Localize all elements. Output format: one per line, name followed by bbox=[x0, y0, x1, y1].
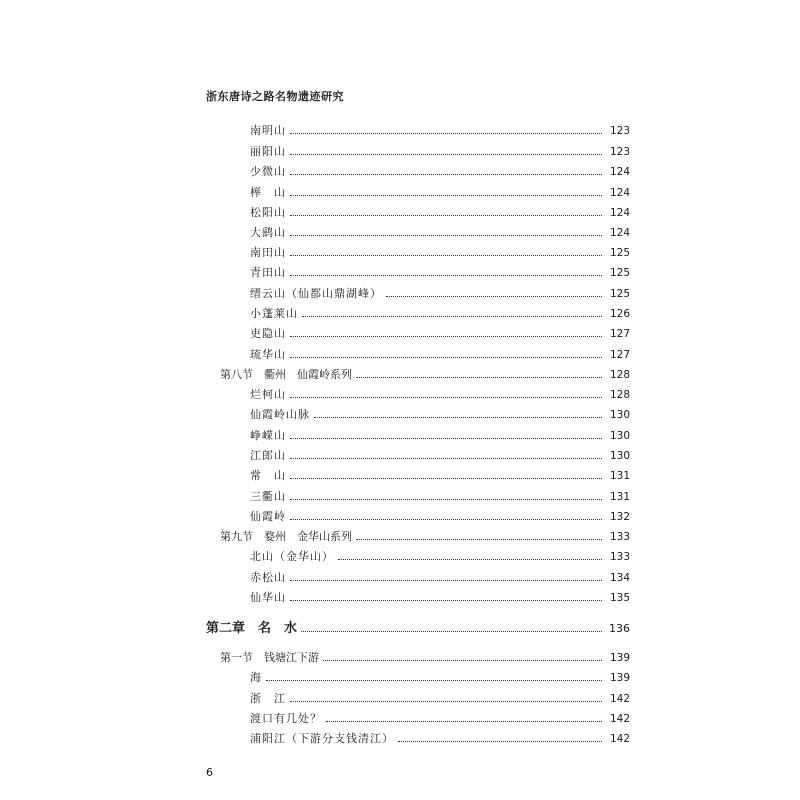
dot-leader bbox=[301, 630, 602, 632]
dot-leader bbox=[290, 477, 602, 479]
toc-page-number: 139 bbox=[609, 652, 630, 664]
toc-entry bbox=[250, 712, 630, 726]
dot-leader bbox=[356, 376, 602, 378]
toc-title: 浙 江 bbox=[250, 692, 286, 705]
toc-page-number: 127 bbox=[609, 349, 630, 361]
toc-page-number: 133 bbox=[609, 531, 630, 543]
toc-title: 第八节 衢州 仙霞岭系列 bbox=[220, 368, 352, 381]
dot-leader bbox=[290, 335, 602, 337]
toc-title: 仙霞岭山脉 bbox=[250, 408, 310, 421]
toc-title: 榉 山 bbox=[250, 186, 286, 199]
page-number: 6 bbox=[206, 766, 213, 779]
dot-leader bbox=[266, 679, 602, 681]
toc-entry bbox=[250, 186, 630, 200]
toc-title: 琉华山 bbox=[250, 348, 286, 361]
toc-entry bbox=[250, 226, 630, 240]
dot-leader bbox=[290, 194, 602, 196]
toc-page-number: 135 bbox=[609, 592, 630, 604]
dot-leader bbox=[290, 498, 602, 500]
toc-page-number: 130 bbox=[609, 450, 630, 462]
running-header: 浙东唐诗之路名物遗迹研究 bbox=[206, 90, 344, 103]
toc-page-number: 131 bbox=[609, 491, 630, 503]
toc-title: 北山（金华山） bbox=[250, 550, 334, 563]
toc-page-number: 142 bbox=[609, 713, 630, 725]
toc-title: 仙霞岭 bbox=[250, 510, 286, 523]
toc-entry bbox=[250, 307, 630, 321]
toc-title: 南明山 bbox=[250, 124, 286, 137]
toc-page-number: 124 bbox=[609, 207, 630, 219]
toc-page-number: 130 bbox=[609, 409, 630, 421]
toc-entry bbox=[250, 388, 630, 402]
toc-page-number: 142 bbox=[609, 693, 630, 705]
dot-leader bbox=[290, 356, 602, 358]
dot-leader bbox=[398, 740, 602, 742]
dot-leader bbox=[338, 558, 602, 560]
toc-page-number: 130 bbox=[609, 430, 630, 442]
toc-title: 江郎山 bbox=[250, 449, 286, 462]
toc-page-number: 133 bbox=[609, 551, 630, 563]
toc-page-number: 124 bbox=[609, 166, 630, 178]
toc-entry bbox=[250, 449, 630, 463]
toc-title: 渡口有几处？ bbox=[250, 712, 322, 725]
toc-page-number: 124 bbox=[609, 227, 630, 239]
toc-entry bbox=[250, 429, 630, 443]
toc-title: 少微山 bbox=[250, 165, 286, 178]
toc-page-number: 123 bbox=[609, 125, 630, 137]
dot-leader bbox=[326, 720, 602, 722]
toc-title: 青田山 bbox=[250, 266, 286, 279]
toc-page-number: 128 bbox=[609, 369, 630, 381]
toc-entry bbox=[250, 287, 630, 301]
dot-leader bbox=[290, 234, 602, 236]
toc-page-number: 123 bbox=[609, 146, 630, 158]
toc-title: 第二章 名 水 bbox=[206, 621, 298, 636]
dot-leader bbox=[290, 599, 602, 601]
toc-title: 小蓬莱山 bbox=[250, 307, 298, 320]
toc-entry bbox=[250, 165, 630, 179]
dot-leader bbox=[290, 173, 602, 175]
toc-page-number: 139 bbox=[609, 672, 630, 684]
dot-leader bbox=[290, 153, 602, 155]
toc-entry bbox=[250, 469, 630, 483]
toc-page-number: 134 bbox=[609, 572, 630, 584]
toc-title: 烂柯山 bbox=[250, 388, 286, 401]
toc-entry bbox=[250, 327, 630, 341]
toc-title: 吏隐山 bbox=[250, 327, 286, 340]
toc-page-number: 126 bbox=[609, 308, 630, 320]
dot-leader bbox=[290, 579, 602, 581]
toc-page-number: 131 bbox=[609, 470, 630, 482]
toc-title: 浦阳江（下游分支钱清江） bbox=[250, 732, 394, 745]
toc-title: 大鹞山 bbox=[250, 226, 286, 239]
toc-title: 赤松山 bbox=[250, 571, 286, 584]
dot-leader bbox=[323, 659, 602, 661]
toc-title: 海 bbox=[250, 671, 262, 684]
toc-title: 峥嵘山 bbox=[250, 429, 286, 442]
dot-leader bbox=[314, 416, 602, 418]
dot-leader bbox=[290, 254, 602, 256]
toc-title: 丽阳山 bbox=[250, 145, 286, 158]
toc-section bbox=[220, 368, 630, 382]
toc-entry bbox=[250, 145, 630, 159]
toc-entry bbox=[250, 124, 630, 138]
toc-page-number: 142 bbox=[609, 733, 630, 745]
toc-entry bbox=[250, 206, 630, 220]
toc-title: 南田山 bbox=[250, 246, 286, 259]
toc-title: 仙华山 bbox=[250, 591, 286, 604]
toc-title: 缙云山（仙都山鼎湖峰） bbox=[250, 287, 382, 300]
dot-leader bbox=[290, 132, 602, 134]
toc-entry bbox=[250, 671, 630, 685]
toc-entry bbox=[250, 550, 630, 564]
dot-leader bbox=[290, 700, 602, 702]
toc-page-number: 125 bbox=[609, 288, 630, 300]
toc-page-number: 125 bbox=[609, 247, 630, 259]
toc-entry bbox=[250, 266, 630, 280]
dot-leader bbox=[290, 396, 602, 398]
dot-leader bbox=[302, 315, 602, 317]
toc-page-number: 124 bbox=[609, 187, 630, 199]
toc-entry bbox=[250, 490, 630, 504]
toc-entry bbox=[250, 408, 630, 422]
dot-leader bbox=[290, 274, 602, 276]
toc-page-number: 128 bbox=[609, 389, 630, 401]
toc-entry bbox=[250, 732, 630, 746]
toc-page-number: 125 bbox=[609, 267, 630, 279]
dot-leader bbox=[356, 538, 602, 540]
toc-chapter bbox=[206, 621, 630, 637]
toc-entry bbox=[250, 246, 630, 260]
dot-leader bbox=[290, 437, 602, 439]
toc-entry bbox=[250, 510, 630, 524]
toc-title: 松阳山 bbox=[250, 206, 286, 219]
toc-entry bbox=[250, 591, 630, 605]
toc-page-number: 132 bbox=[609, 511, 630, 523]
toc-section bbox=[220, 651, 630, 665]
toc-entry bbox=[250, 348, 630, 362]
toc-title: 第一节 钱塘江下游 bbox=[220, 651, 319, 664]
toc-page-number: 136 bbox=[609, 622, 630, 635]
toc-section bbox=[220, 530, 630, 544]
toc-title: 常 山 bbox=[250, 469, 286, 482]
dot-leader bbox=[290, 457, 602, 459]
dot-leader bbox=[290, 214, 602, 216]
toc-entry bbox=[250, 571, 630, 585]
dot-leader bbox=[290, 518, 602, 520]
toc-entry bbox=[250, 692, 630, 706]
toc-title: 三衢山 bbox=[250, 490, 286, 503]
dot-leader bbox=[386, 295, 602, 297]
toc-page-number: 127 bbox=[609, 328, 630, 340]
toc-title: 第九节 婺州 金华山系列 bbox=[220, 530, 352, 543]
